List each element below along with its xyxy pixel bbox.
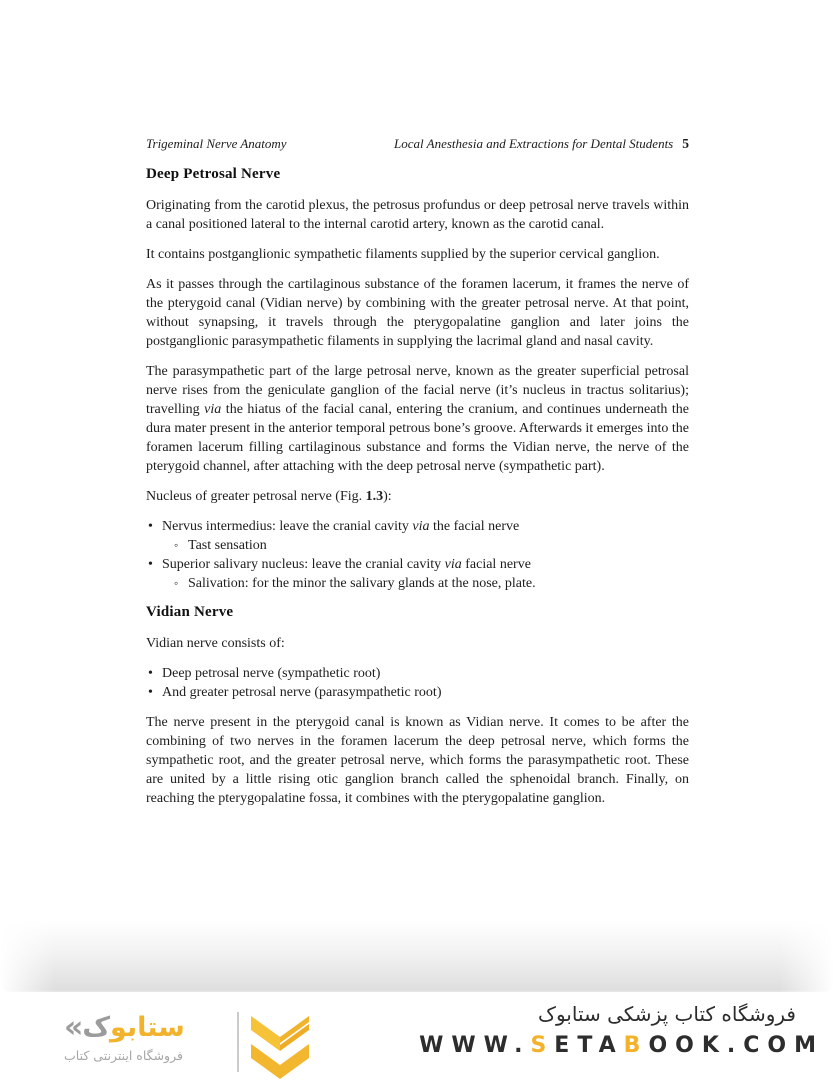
bullet-circle-marker: ◦ [174, 538, 179, 552]
page-number: 5 [682, 136, 689, 151]
text-run: Vidian nerve consists of: [146, 636, 285, 651]
list-item-text [162, 664, 380, 683]
book-title-group [394, 136, 689, 152]
website-url [419, 1033, 824, 1058]
section-heading: Vidian Nerve [146, 604, 234, 620]
list-item [146, 555, 689, 574]
text-run: ): [383, 489, 392, 504]
paragraph [146, 713, 689, 808]
setabook-logo [64, 1012, 232, 1063]
paragraph [146, 487, 689, 506]
text-run: And greater petrosal nerve (parasympathetic root) [162, 685, 442, 700]
italic-text: via [412, 519, 430, 534]
url-prefix: WWW. [419, 1033, 531, 1058]
list-item [146, 664, 689, 683]
bullet-disc-marker: • [148, 519, 153, 534]
paragraph [146, 245, 689, 264]
paragraph [146, 634, 689, 653]
text-run: Nucleus of greater petrosal nerve (Fig. [146, 489, 366, 504]
text-run: Originating from the carotid plexus, the petrosus profundus or deep petrosal nerve travels within a canal positioned lateral to the internal carotid artery, known as the carotid canal. [146, 198, 689, 232]
bullet-disc-marker: • [148, 557, 153, 572]
bold-text: 1.3 [365, 489, 384, 504]
text-run: Superior salivary nucleus: leave the cranial cavity [162, 557, 445, 572]
url-mid: ETA [554, 1033, 624, 1058]
footer-watermark [0, 992, 834, 1080]
list-item-text [162, 517, 519, 536]
list-item [146, 517, 689, 536]
double-chevron-icon: « [64, 1010, 81, 1045]
text-run: Nervus intermedius: leave the cranial cavity [162, 519, 413, 534]
italic-text: via [444, 557, 462, 572]
book-title: Local Anesthesia and Extractions for Dental Students [394, 136, 674, 151]
paragraph [146, 196, 689, 234]
footer-right-block [419, 1002, 824, 1058]
bullet-disc-marker: • [148, 685, 153, 700]
logo-wordmark [82, 1012, 184, 1044]
bullet-list [146, 664, 689, 702]
list-item-text [188, 536, 267, 555]
logo-wordmark-yellow: ستابو [110, 1012, 185, 1043]
page-bottom-shadow [0, 921, 834, 992]
list-item-text [162, 683, 442, 702]
text-run: Salivation: for the minor the salivary glands at the nose, plate. [188, 576, 536, 591]
chapter-title: Trigeminal Nerve Anatomy [146, 136, 287, 151]
italic-text: via [204, 402, 222, 417]
list-item-text [188, 574, 536, 593]
running-header [146, 136, 689, 152]
text-run: It contains postganglionic sympathetic filaments supplied by the superior cervical ganglion. [146, 247, 660, 262]
text-run: The parasympathetic part of the large petrosal nerve, known as the greater superficial petrosal nerve rises from the geniculate ganglion of the facial nerve (it’s nucleus in tractus solitarius); travelling [146, 364, 689, 417]
list-item [146, 536, 689, 555]
text-run: facial nerve [461, 557, 531, 572]
text-run: Tast sensation [188, 538, 267, 553]
url-letter-b: B [623, 1033, 649, 1058]
document-body [146, 136, 689, 819]
bullet-disc-marker: • [148, 666, 153, 681]
text-run: As it passes through the cartilaginous substance of the foramen lacerum, it frames the nerve of the pterygoid canal (Vidian nerve) by combining with the greater petrosal nerve. At that point, without synapsing, it travels through the pterygopalatine ganglion and later joins the postganglionic parasympathetic filaments in supplying the lacrimal gland and nasal cavity. [146, 277, 689, 349]
list-item [146, 683, 689, 702]
text-run: The nerve present in the pterygoid canal is known as Vidian nerve. It comes to be after the combining of two nerves in the foramen lacerum the deep petrosal nerve, which forms the sympathetic root, and the greater petrosal nerve, which forms the parasympathetic root. These are united by a little rising otic ganglion branch called the sphenoidal branch. Finally, on reaching the pterygopalatine fossa, it combines with the pterygopalatine ganglion. [146, 715, 689, 806]
url-letter-s: S [530, 1033, 555, 1058]
section-heading: Deep Petrosal Nerve [146, 166, 281, 182]
text-run: the hiatus of the facial canal, entering the cranium, and continues underneath the dura mater present in the anterior temporal petrous bone’s groove. Afterwards it emerges into the foramen lacerum filling cartilaginous substance and forms the Vidian nerve, the nerve of the pterygoid channel, after attaching with the deep petrosal nerve (sympathetic part). [146, 402, 689, 474]
logo-wordmark-row [64, 1012, 232, 1044]
setabook-emblem-icon [249, 1011, 311, 1080]
list-item-text [162, 555, 531, 574]
paragraph [146, 362, 689, 476]
text-run: Deep petrosal nerve (sympathetic root) [162, 666, 381, 681]
footer-divider [237, 1012, 239, 1072]
bullet-circle-marker: ◦ [174, 576, 179, 590]
content-blocks [146, 166, 689, 808]
list-item [146, 574, 689, 593]
url-suffix: OOK.COM [648, 1033, 824, 1058]
paragraph [146, 275, 689, 351]
store-title-farsi: فروشگاه کتاب پزشکی ستابوک [538, 1002, 796, 1026]
logo-wordmark-gray: ک [82, 1012, 111, 1043]
logo-tagline: فروشگاه اینترنتی کتاب [64, 1048, 183, 1063]
bullet-list [146, 517, 689, 593]
text-run: the facial nerve [429, 519, 520, 534]
